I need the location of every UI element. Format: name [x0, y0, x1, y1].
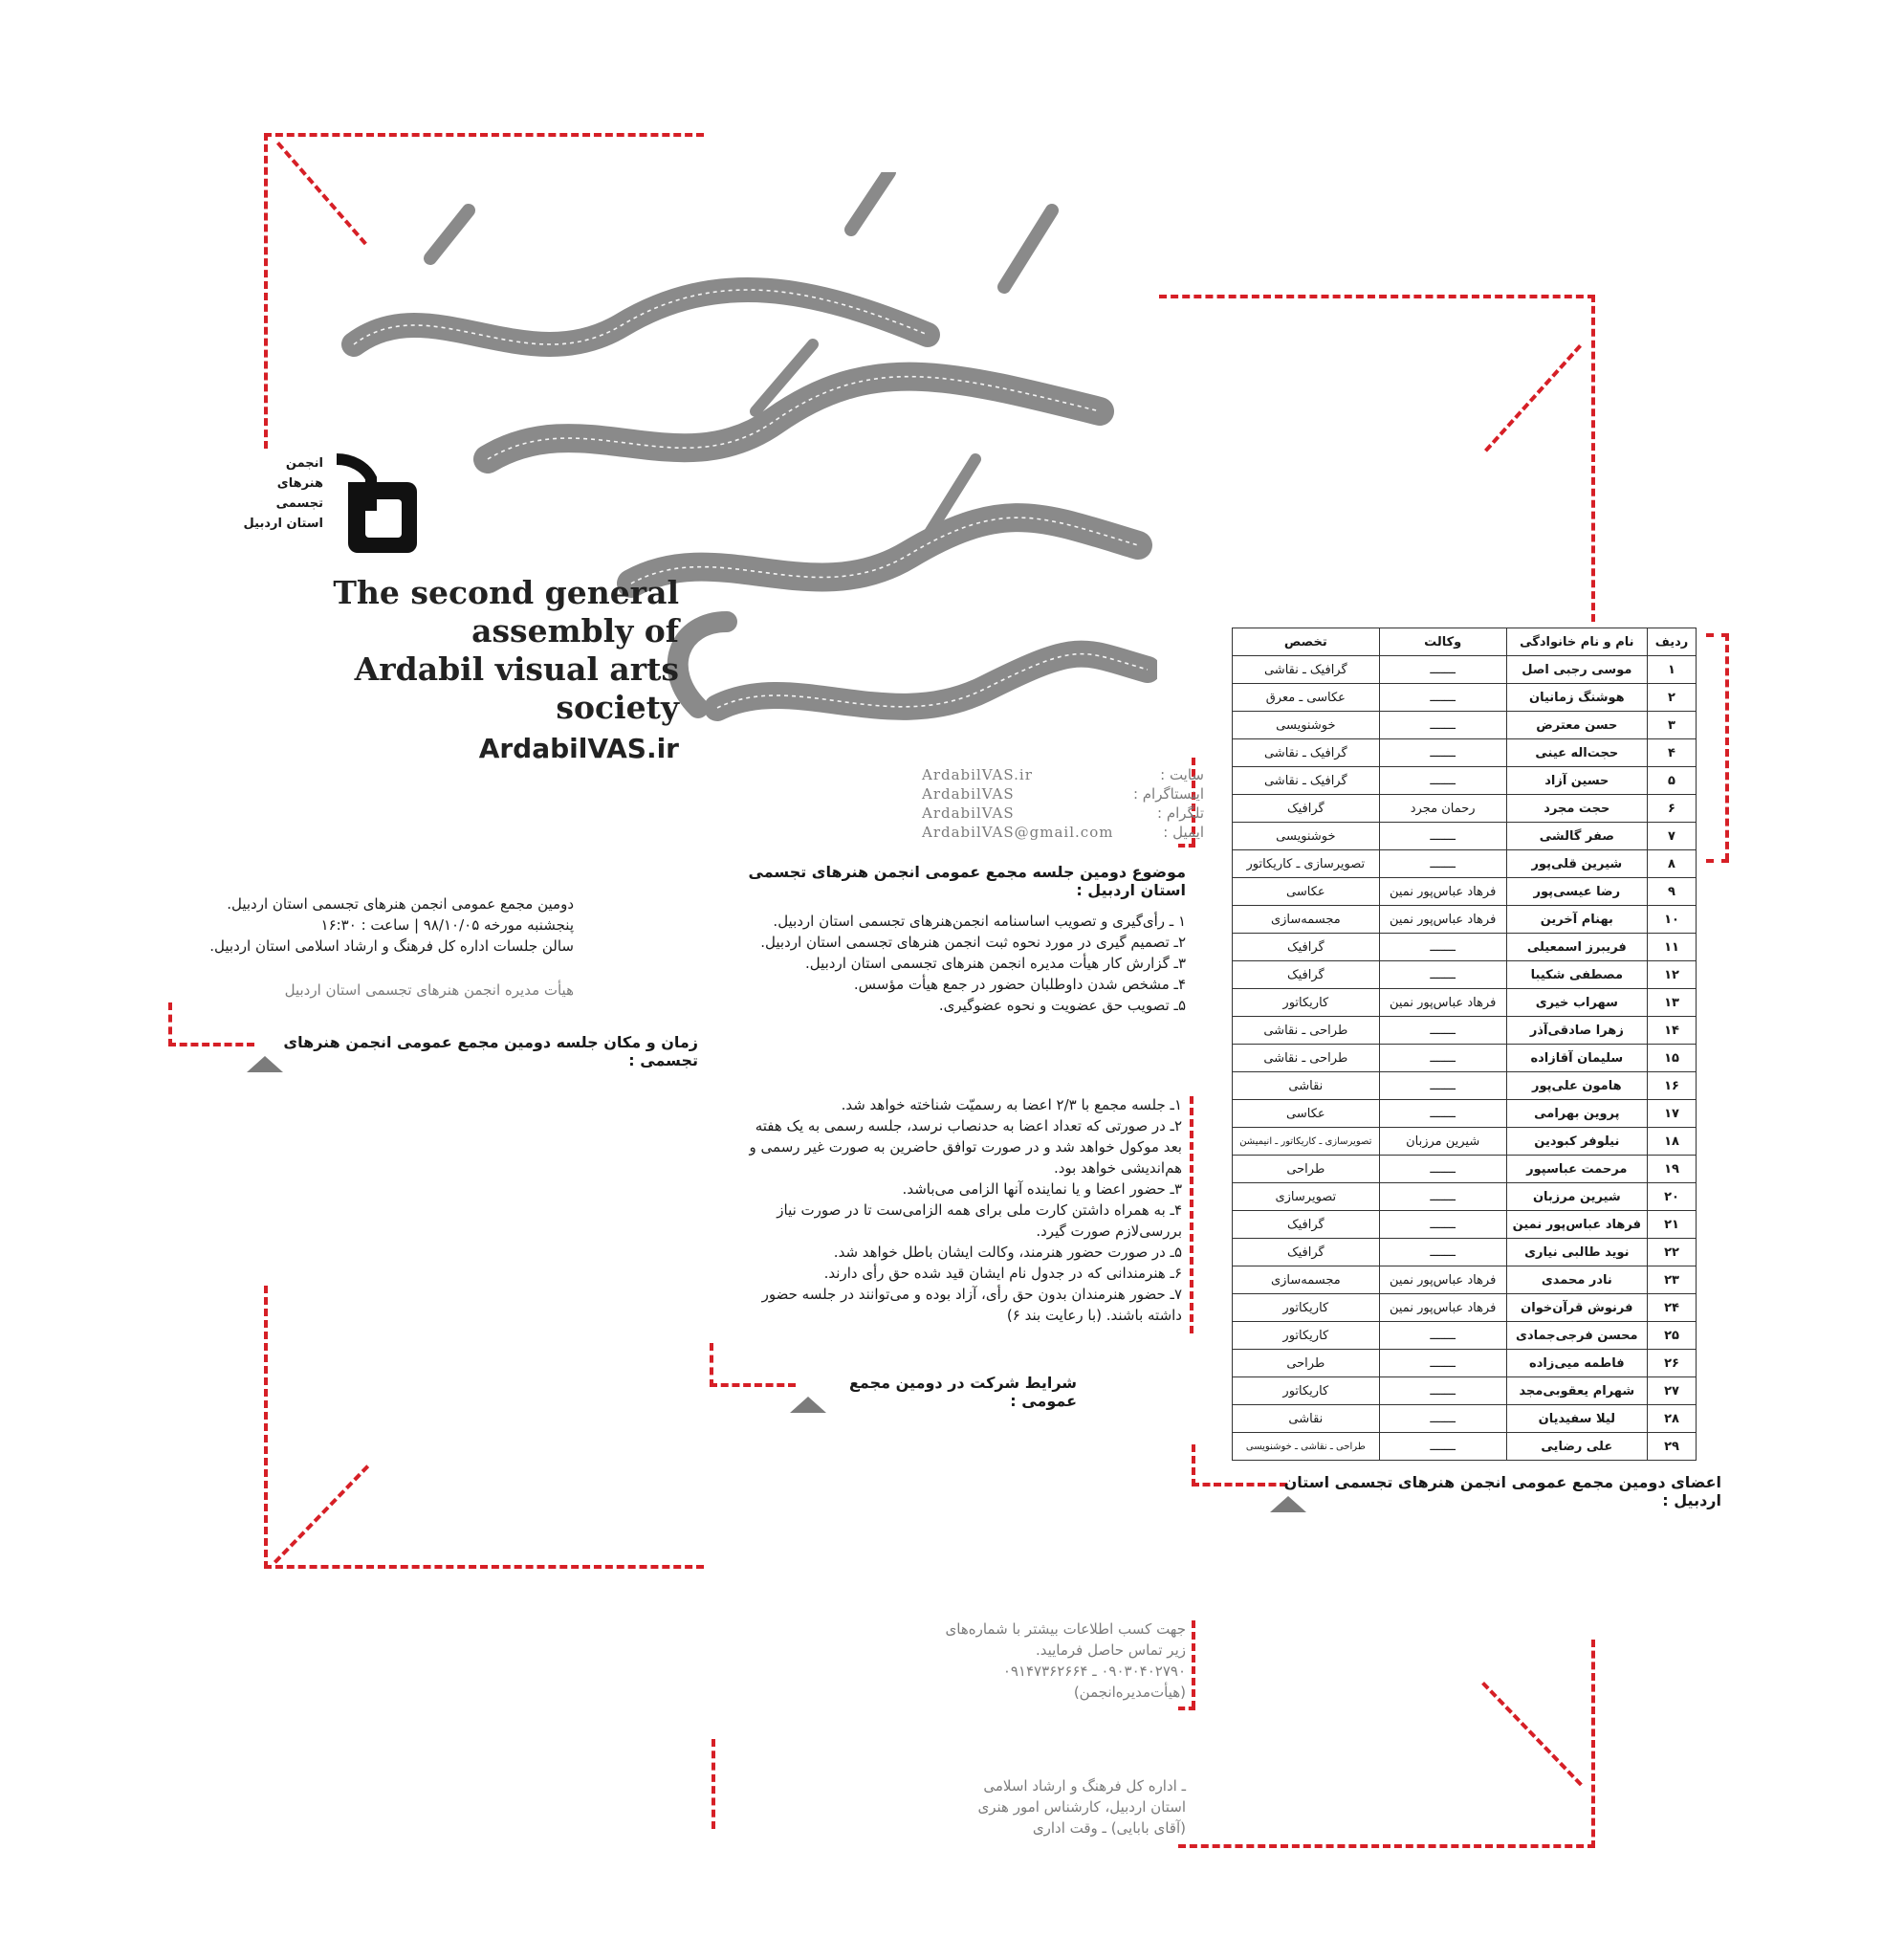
cell-proxy: ـــــــ	[1379, 1072, 1506, 1100]
table-row	[1233, 1128, 1697, 1156]
contact-instagram-value[interactable]: ArdabilVAS	[922, 785, 1015, 803]
cell-row-number: ۹	[1648, 878, 1697, 906]
cell-member-name: فرهاد عباس‌پور نمین	[1506, 1211, 1647, 1239]
table-row	[1233, 1294, 1697, 1322]
cell-row-number: ۴	[1648, 739, 1697, 767]
cell-specialty: تصویرسازی ـ کاریکاتور ـ انیمیشن	[1233, 1128, 1380, 1156]
cell-proxy: ـــــــ	[1379, 1433, 1506, 1461]
table-row	[1233, 1017, 1697, 1045]
meeting-caption-marker-icon	[247, 1056, 283, 1072]
cell-member-name: محسن فرجی‌جمادی	[1506, 1322, 1647, 1350]
table-caption: اعضای دومین مجمع عمومی انجمن هنرهای تجسمی استان اردبیل :	[1283, 1473, 1721, 1509]
contact-instagram-label: اینستاگرام :	[1132, 785, 1204, 803]
cell-specialty: طراحی	[1233, 1350, 1380, 1377]
contact-telegram-label: تلگرام :	[1157, 804, 1204, 822]
cell-row-number: ۱۲	[1648, 961, 1697, 989]
table-row	[1233, 1239, 1697, 1266]
cell-specialty: تصویرسازی ـ کاریکاتور	[1233, 850, 1380, 878]
table-row	[1233, 1350, 1697, 1377]
contact-email-value[interactable]: ArdabilVAS@gmail.com	[922, 824, 1114, 841]
info-line-2: زیر تماس حاصل فرمایید.	[1035, 1641, 1186, 1659]
cell-member-name: فریبرز اسمعیلی	[1506, 934, 1647, 961]
cell-member-name: لیلا سفیدیان	[1506, 1405, 1647, 1433]
cell-proxy: شیرین مرزبان	[1379, 1128, 1506, 1156]
english-title-line-1: The second general assembly of	[333, 574, 679, 650]
info-line-1: جهت کسب اطلاعات بیشتر با شماره‌های	[945, 1620, 1186, 1638]
table-row	[1233, 684, 1697, 712]
table-row	[1233, 1100, 1697, 1128]
table-row	[1233, 767, 1697, 795]
cell-member-name: حسن معترض	[1506, 712, 1647, 739]
cell-specialty: طراحی ـ نقاشی ـ خوشنویسی	[1233, 1433, 1380, 1461]
table-row	[1233, 712, 1697, 739]
condition-item: ۷ـ حضور هنرمندان بدون حق رأی، آزاد بوده و می‌توانند در جلسه حضور داشته باشند. (با رعایت بند ۶)	[761, 1286, 1182, 1324]
cell-proxy: ـــــــ	[1379, 739, 1506, 767]
info-block	[937, 1619, 1186, 1703]
cell-proxy: ـــــــ	[1379, 850, 1506, 878]
cell-row-number: ۲۹	[1648, 1433, 1697, 1461]
cell-member-name: نیلوفر کبودین	[1506, 1128, 1647, 1156]
agenda-item: ۲ـ تصمیم گیری در مورد نحوه ثبت انجمن هنرهای تجسمی استان اردبیل.	[760, 934, 1186, 951]
cell-proxy: ـــــــ	[1379, 1183, 1506, 1211]
cell-specialty: عکاسی	[1233, 1100, 1380, 1128]
agenda-item: ۱ ـ رأی‌گیری و تصویب اساسنامه انجمن‌هنرهای تجسمی استان اردبیل.	[773, 913, 1186, 930]
meeting-caption: زمان و مکان جلسه دومین مجمع عمومی انجمن هنرهای تجسمی :	[283, 1033, 698, 1069]
cell-member-name: علی رضایی	[1506, 1433, 1647, 1461]
condition-item: ۲ـ در صورتی که تعداد اعضا به حدنصاب نرسد، جلسه رسمی به یک هفته بعد موکول خواهد شد و در صورت توافق حاضرین به صورت غیر رسمی و هم‌اندیشی خواهد بود.	[749, 1117, 1182, 1177]
cell-member-name: فرنوش قرآن‌خوان	[1506, 1294, 1647, 1322]
cell-row-number: ۲۵	[1648, 1322, 1697, 1350]
cell-row-number: ۱۷	[1648, 1100, 1697, 1128]
table-row	[1233, 1072, 1697, 1100]
condition-item: ۴ـ به همراه داشتن کارت ملی برای همه الزامی‌ست تا در صورت نیاز بررسی‌لازم صورت گیرد.	[777, 1201, 1182, 1240]
cell-row-number: ۵	[1648, 767, 1697, 795]
cell-member-name: موسی رجبی اصل	[1506, 656, 1647, 684]
cell-proxy: ـــــــ	[1379, 1377, 1506, 1405]
english-title-line-2: Ardabil visual arts society	[354, 650, 679, 726]
cell-proxy: ـــــــ	[1379, 656, 1506, 684]
cell-proxy: ـــــــ	[1379, 1045, 1506, 1072]
cell-specialty: کاریکاتور	[1233, 989, 1380, 1017]
cell-row-number: ۲۱	[1648, 1211, 1697, 1239]
cell-row-number: ۲۰	[1648, 1183, 1697, 1211]
cell-row-number: ۲۳	[1648, 1266, 1697, 1294]
condition-item: ۵ـ در صورت حضور هنرمند، وکالت ایشان باطل خواهد شد.	[833, 1244, 1182, 1261]
cell-specialty: خوشنویسی	[1233, 823, 1380, 850]
contact-row-instagram	[922, 784, 1204, 804]
cell-specialty: تصویرسازی	[1233, 1183, 1380, 1211]
cell-row-number: ۱۶	[1648, 1072, 1697, 1100]
meeting-block	[172, 893, 574, 1001]
cell-specialty: نقاشی	[1233, 1072, 1380, 1100]
table-row	[1233, 961, 1697, 989]
cell-proxy: ـــــــ	[1379, 684, 1506, 712]
cell-row-number: ۲۷	[1648, 1377, 1697, 1405]
cell-specialty: مجسمه‌سازی	[1233, 906, 1380, 934]
agenda-title: موضوع دومین جلسه مجمع عمومی انجمن هنرهای تجسمی استان اردبیل :	[748, 863, 1186, 899]
condition-item: ۶ـ هنرمندانی که در جدول نام ایشان قید شده حق رأی دارند.	[823, 1265, 1182, 1282]
office-line-2: استان اردبیل، کارشناس امور هنری	[977, 1798, 1186, 1816]
contact-site-value[interactable]: ArdabilVAS.ir	[922, 766, 1033, 783]
agenda-item: ۳ـ گزارش کار هیأت مدیره انجمن هنرهای تجسمی استان اردبیل.	[804, 955, 1186, 972]
cell-specialty: گرافیک	[1233, 934, 1380, 961]
cell-row-number: ۲۶	[1648, 1350, 1697, 1377]
meeting-line-1: دومین مجمع عمومی انجمن هنرهای تجسمی استان اردبیل.	[227, 895, 574, 913]
cell-specialty: گرافیک ـ نقاشی	[1233, 767, 1380, 795]
col-header-proxy: وکالت	[1379, 628, 1506, 656]
cell-member-name: صفر گالشی	[1506, 823, 1647, 850]
cell-row-number: ۲۲	[1648, 1239, 1697, 1266]
cell-member-name: شهرام یعقوبی‌مجد	[1506, 1377, 1647, 1405]
cell-specialty: مجسمه‌سازی	[1233, 1266, 1380, 1294]
cell-member-name: حسین آزاد	[1506, 767, 1647, 795]
table-row	[1233, 1377, 1697, 1405]
cell-member-name: پروین بهرامی	[1506, 1100, 1647, 1128]
contact-row-site	[922, 765, 1204, 784]
cell-specialty: خوشنویسی	[1233, 712, 1380, 739]
cell-proxy: رحمان مجرد	[1379, 795, 1506, 823]
cell-row-number: ۱	[1648, 656, 1697, 684]
cell-member-name: سهراب خیری	[1506, 989, 1647, 1017]
agenda-item: ۴ـ مشخص شدن داوطلبان حضور در جمع هیأت مؤسس.	[853, 976, 1186, 993]
cell-proxy: ـــــــ	[1379, 767, 1506, 795]
cell-specialty: کاریکاتور	[1233, 1322, 1380, 1350]
cell-specialty: نقاشی	[1233, 1405, 1380, 1433]
cell-member-name: بهنام آخرین	[1506, 906, 1647, 934]
meeting-line-3: سالن جلسات اداره کل فرهنگ و ارشاد اسلامی استان اردبیل.	[209, 937, 574, 955]
cell-row-number: ۱۴	[1648, 1017, 1697, 1045]
condition-item: ۳ـ حضور اعضا و یا نماینده آنها الزامی می‌باشد.	[902, 1180, 1182, 1198]
table-row	[1233, 1045, 1697, 1072]
agenda-item: ۵ـ تصویب حق عضویت و نحوه عضوگیری.	[938, 997, 1186, 1014]
cell-specialty: گرافیک	[1233, 1211, 1380, 1239]
cell-specialty: طراحی ـ نقاشی	[1233, 1045, 1380, 1072]
cell-row-number: ۱۱	[1648, 934, 1697, 961]
cell-row-number: ۲۴	[1648, 1294, 1697, 1322]
contact-telegram-value[interactable]: ArdabilVAS	[922, 804, 1015, 822]
table-row	[1233, 1211, 1697, 1239]
cell-member-name: رضا عیسی‌پور	[1506, 878, 1647, 906]
conditions-block	[736, 1094, 1182, 1326]
table-row	[1233, 656, 1697, 684]
cell-row-number: ۱۹	[1648, 1156, 1697, 1183]
table-row	[1233, 1322, 1697, 1350]
cell-member-name: حجت‌اله عینی	[1506, 739, 1647, 767]
cell-proxy: ـــــــ	[1379, 823, 1506, 850]
cell-specialty: گرافیک	[1233, 795, 1380, 823]
society-logo	[243, 453, 425, 568]
cell-proxy: فرهاد عباس‌پور نمین	[1379, 906, 1506, 934]
cell-proxy: فرهاد عباس‌پور نمین	[1379, 1266, 1506, 1294]
meeting-line-2: پنجشنبه مورخه ۹۸/۱۰/۰۵ | ساعت : ۱۶:۳۰	[320, 916, 574, 934]
members-table	[1232, 628, 1697, 1461]
table-row	[1233, 934, 1697, 961]
logo-text: انجمن هنرهای تجسمی استان اردبیل	[243, 456, 323, 531]
cell-specialty: گرافیک	[1233, 961, 1380, 989]
cell-row-number: ۸	[1648, 850, 1697, 878]
cell-member-name: سلیمان آقازاده	[1506, 1045, 1647, 1072]
condition-item: ۱ـ جلسه مجمع با ۲/۳ اعضا به رسمیّت شناخته خواهد شد.	[841, 1096, 1182, 1113]
members-table-body	[1233, 656, 1697, 1461]
cell-row-number: ۶	[1648, 795, 1697, 823]
table-row	[1233, 1433, 1697, 1461]
cell-row-number: ۱۵	[1648, 1045, 1697, 1072]
contact-row-email	[922, 823, 1204, 842]
cell-specialty: طراحی	[1233, 1156, 1380, 1183]
table-row	[1233, 795, 1697, 823]
col-header-name: نام و نام خانوادگی	[1506, 628, 1647, 656]
cell-row-number: ۳	[1648, 712, 1697, 739]
table-row	[1233, 1405, 1697, 1433]
cell-specialty: گرافیک ـ نقاشی	[1233, 656, 1380, 684]
cell-row-number: ۲	[1648, 684, 1697, 712]
office-line-3: (آقای بابایی) ـ وقت اداری	[1032, 1819, 1186, 1837]
table-header-row	[1233, 628, 1697, 656]
contact-email-label: ایمیل :	[1163, 824, 1204, 841]
cell-proxy: ـــــــ	[1379, 934, 1506, 961]
office-line-1: ـ اداره کل فرهنگ و ارشاد اسلامی	[983, 1777, 1186, 1795]
cell-proxy: ـــــــ	[1379, 1017, 1506, 1045]
conditions-list	[736, 1094, 1182, 1326]
cell-member-name: نوید طالبی نیاری	[1506, 1239, 1647, 1266]
english-title	[258, 574, 679, 764]
cell-proxy: ـــــــ	[1379, 1405, 1506, 1433]
cell-proxy: فرهاد عباس‌پور نمین	[1379, 878, 1506, 906]
cell-proxy: فرهاد عباس‌پور نمین	[1379, 989, 1506, 1017]
cell-row-number: ۱۸	[1648, 1128, 1697, 1156]
contact-site-label: سایت :	[1160, 766, 1204, 783]
cell-member-name: زهرا صادقی‌آذر	[1506, 1017, 1647, 1045]
cell-member-name: نادر محمدی	[1506, 1266, 1647, 1294]
members-table-wrap	[1232, 628, 1697, 1461]
contacts-block	[922, 765, 1209, 842]
cell-specialty: کاریکاتور	[1233, 1377, 1380, 1405]
col-header-specialty: تخصص	[1233, 628, 1380, 656]
cell-proxy: ـــــــ	[1379, 712, 1506, 739]
table-row	[1233, 823, 1697, 850]
cell-row-number: ۷	[1648, 823, 1697, 850]
info-phone-numbers[interactable]: ۰۹۰۳۰۴۰۲۷۹۰ ـ ۰۹۱۴۷۳۶۲۶۶۴	[1002, 1663, 1186, 1680]
cell-member-name: حجت مجرد	[1506, 795, 1647, 823]
cell-row-number: ۱۰	[1648, 906, 1697, 934]
col-header-row-number: ردیف	[1648, 628, 1697, 656]
cell-specialty: طراحی ـ نقاشی	[1233, 1017, 1380, 1045]
table-row	[1233, 1266, 1697, 1294]
cell-row-number: ۲۸	[1648, 1405, 1697, 1433]
table-row	[1233, 1183, 1697, 1211]
cell-specialty: گرافیک	[1233, 1239, 1380, 1266]
cell-member-name: مصطفی شکیبا	[1506, 961, 1647, 989]
table-row	[1233, 1156, 1697, 1183]
table-row	[1233, 878, 1697, 906]
office-block	[918, 1775, 1186, 1839]
agenda-list	[727, 911, 1186, 1016]
cell-member-name: شیرین مرزبان	[1506, 1183, 1647, 1211]
cell-proxy: ـــــــ	[1379, 1156, 1506, 1183]
meeting-board: هیأت مدیره انجمن هنرهای تجسمی استان اردبیل	[284, 981, 574, 999]
cell-proxy: فرهاد عباس‌پور نمین	[1379, 1294, 1506, 1322]
cell-specialty: عکاسی	[1233, 878, 1380, 906]
table-row	[1233, 989, 1697, 1017]
cell-row-number: ۱۳	[1648, 989, 1697, 1017]
cell-proxy: ـــــــ	[1379, 1239, 1506, 1266]
cell-member-name: مرحمت عباسپور	[1506, 1156, 1647, 1183]
table-caption-marker-icon	[1270, 1496, 1306, 1512]
cell-specialty: عکاسی ـ معرق	[1233, 684, 1380, 712]
cell-member-name: فاطمه میی‌زاده	[1506, 1350, 1647, 1377]
cell-specialty: گرافیک ـ نقاشی	[1233, 739, 1380, 767]
cell-proxy: ـــــــ	[1379, 961, 1506, 989]
cell-specialty: کاریکاتور	[1233, 1294, 1380, 1322]
cell-proxy: ـــــــ	[1379, 1211, 1506, 1239]
agenda-block	[727, 863, 1186, 1016]
conditions-caption-marker-icon	[790, 1397, 826, 1413]
cell-member-name: هامون علی‌پور	[1506, 1072, 1647, 1100]
conditions-caption: شرایط شرکت در دومین مجمع عمومی :	[848, 1374, 1077, 1410]
cell-proxy: ـــــــ	[1379, 1100, 1506, 1128]
cell-member-name: هوشنگ زمانیان	[1506, 684, 1647, 712]
logo-mark-icon	[327, 453, 427, 561]
english-site-url[interactable]: ArdabilVAS.ir	[478, 733, 679, 764]
cell-proxy: ـــــــ	[1379, 1350, 1506, 1377]
table-row	[1233, 739, 1697, 767]
table-row	[1233, 850, 1697, 878]
info-line-4: (هیأت‌مدیره‌انجمن)	[1073, 1684, 1186, 1701]
cell-proxy: ـــــــ	[1379, 1322, 1506, 1350]
cell-member-name: شیرین قلی‌پور	[1506, 850, 1647, 878]
contact-row-telegram	[922, 804, 1204, 823]
table-row	[1233, 906, 1697, 934]
